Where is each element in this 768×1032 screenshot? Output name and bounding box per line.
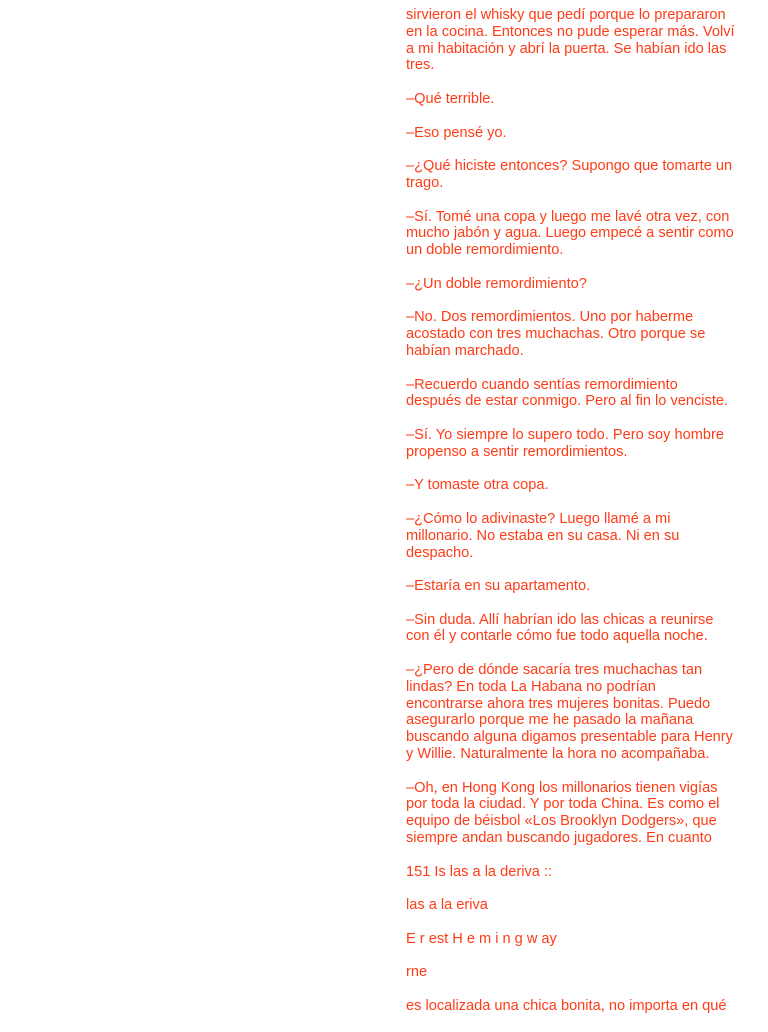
- paragraph: [406, 426, 768, 461]
- text-column: [406, 7, 768, 1032]
- paragraph: [406, 662, 768, 763]
- text-line: las a la eriva: [406, 897, 488, 914]
- text-line: tres.: [406, 57, 435, 74]
- paragraph: [406, 309, 768, 359]
- paragraph: [406, 779, 768, 847]
- text-line: –Qué terrible.: [406, 90, 495, 107]
- text-line: un doble remordimiento.: [406, 242, 564, 259]
- paragraph: [406, 611, 768, 646]
- text-line: –¿Un doble remordimiento?: [406, 275, 587, 292]
- text-line: y Willie. Naturalmente la hora no acompañaba.: [406, 746, 710, 763]
- text-line: mucho jabón y agua. Luego empecé a sentir como: [406, 225, 734, 242]
- paragraph: [406, 158, 768, 192]
- text-line: equipo de béisbol «Los Brooklyn Dodgers», que: [406, 813, 717, 830]
- text-line: –No. Dos remordimientos. Uno por haberme: [406, 309, 694, 326]
- text-line: 151 Is las a la deriva ::: [406, 863, 553, 880]
- paragraph: [406, 477, 768, 494]
- text-line: propenso a sentir remordimientos.: [406, 443, 628, 460]
- text-line: –¿Pero de dónde sacaría tres muchachas tan: [406, 662, 703, 679]
- text-line: habían marchado.: [406, 342, 524, 359]
- paragraph: [406, 930, 768, 948]
- text-line: –¿Qué hiciste entonces? Supongo que tomarte un: [406, 158, 733, 175]
- text-line: siempre andan buscando jugadores. En cuanto: [406, 830, 712, 847]
- text-line: –Sin duda. Allí habrían ido las chicas a reunirse: [406, 611, 714, 628]
- text-line: –Sí. Tomé una copa y luego me lavé otra vez, con: [406, 208, 730, 225]
- paragraph: [406, 998, 768, 1015]
- paragraph: [406, 7, 768, 74]
- text-line: trago.: [406, 174, 444, 191]
- text-line: despacho.: [406, 544, 474, 561]
- paragraph: [406, 863, 768, 881]
- paragraph: [406, 964, 768, 981]
- paragraph: [406, 208, 768, 259]
- text-line: buscando alguna digamos presentable para Henry: [406, 729, 733, 746]
- text-line: es localizada una chica bonita, no importa en qué: [406, 998, 727, 1015]
- text-line: en la cocina. Entonces no pude esperar más. Volví: [406, 23, 735, 40]
- paragraph: [406, 897, 768, 914]
- text-line: millonario. No estaba en su casa. Ni en su: [406, 527, 680, 544]
- text-line: –Sí. Yo siempre lo supero todo. Pero soy hombre: [406, 426, 725, 443]
- paragraph: [406, 124, 768, 142]
- paragraph: [406, 510, 768, 561]
- text-line: –Oh, en Hong Kong los millonarios tienen vigías: [406, 779, 718, 796]
- paragraph: [406, 578, 768, 595]
- text-line: lindas? En toda La Habana no podrían: [406, 678, 656, 695]
- text-line: –Recuerdo cuando sentías remordimiento: [406, 376, 678, 393]
- text-line: asegurarlo porque me he pasado la mañana: [406, 712, 694, 729]
- text-line: rne: [406, 964, 428, 981]
- paragraph: [406, 376, 768, 411]
- paragraph: [406, 90, 768, 108]
- text-line: E r est H e m i n g w ay: [406, 930, 557, 947]
- text-line: –Eso pensé yo.: [406, 124, 507, 141]
- text-line: –Y tomaste otra copa.: [406, 477, 549, 494]
- text-line: acostado con tres muchachas. Otro porque se: [406, 326, 706, 343]
- text-line: con él y contarle cómo fue todo aquella noche.: [406, 628, 708, 645]
- text-line: –¿Cómo lo adivinaste? Luego llamé a mi: [406, 510, 671, 527]
- text-line: por toda la ciudad. Y por toda China. Es como el: [406, 796, 720, 813]
- text-line: a mi habitación y abrí la puerta. Se habían ido las: [406, 40, 727, 57]
- text-line: encontrarse ahora tres mujeres bonitas. Puedo: [406, 695, 711, 712]
- text-line: sirvieron el whisky que pedí porque lo prepararon: [406, 7, 726, 23]
- paragraph: [406, 275, 768, 293]
- text-line: después de estar conmigo. Pero al fin lo venciste.: [406, 393, 729, 410]
- text-line: –Estaría en su apartamento.: [406, 578, 591, 595]
